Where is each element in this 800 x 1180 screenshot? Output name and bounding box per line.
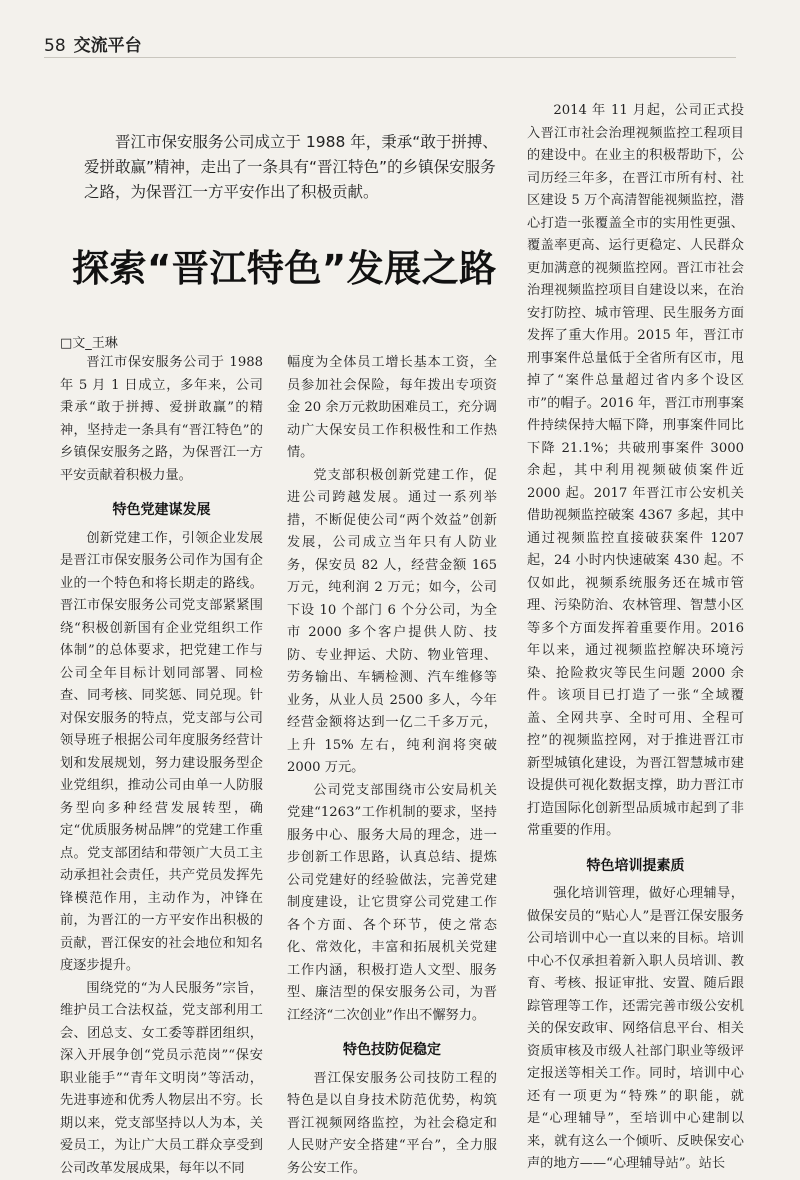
body-paragraph: 围绕党的“为人民服务”宗旨，维护员工合法权益，党支部利用工会、团总支、女工委等群团组织，深入开展争创“党员示范岗”“保安职业能手”“青年文明岗”等活动，先进事迹和优秀人物层出不穷。长期以来，党支部坚持以人为本，关爱员工，为让广大员工群众享受到公司改革发展成果，每年以不同 <box>60 978 263 1180</box>
header-divider <box>44 57 736 58</box>
text-column-3 <box>527 100 744 1176</box>
body-paragraph: 强化培训管理，做好心理辅导，做保安员的“贴心人”是晋江保安服务公司培训中心一直以来的目标。培训中心不仅承担着新入职人员培训、教育、考核、报证审批、安置、随后跟踪管理等工作，还需完善市级公安机关的保安政审、网络信息平台、相关资质审核及市级人社部门职业等级评定报送等相关工作。同时，培训中心还有一项更为“特殊”的职能，就是“心理辅导”，至培训中心建制以来，就有这么一个倾听、反映保安心声的地方——“心理辅导站”。站长 <box>527 883 744 1176</box>
byline: □文_王琳 <box>60 332 118 351</box>
section-heading: 特色培训提素质 <box>527 855 744 878</box>
page-header <box>44 30 142 56</box>
text-column-1 <box>60 352 263 1180</box>
body-paragraph: 党支部积极创新党建工作，促进公司跨越发展。通过一系列举措，不断促使公司“两个效益”创新发展，公司成立当年只有人防业务，保安员 82 人，经营金额 165 万元，纯利润 2 万元；如今，公司下设 10 个部门 6 个分公司，为全市 2000 多个客户提供人防、技防、专业押运、犬防、物业管理、劳务输出、车辆检测、汽车维修等业务，从业人员 2500 多人，今年经营金额将达到一亿二千多万元，上升 15% 左右，纯利润将突破 2000 万元。 <box>287 465 497 780</box>
section-name: 交流平台 <box>74 31 142 56</box>
section-heading: 特色党建谋发展 <box>60 499 263 522</box>
body-paragraph: 公司党支部围绕市公安局机关党建“1263”工作机制的要求，坚持服务中心、服务大局的理念，进一步创新工作思路，认真总结、提炼公司党建好的经验做法，完善党建制度建设，让它贯穿公司党建工作各个方面、各个环节，使之常态化、常效化，丰富和拓展机关党建工作内涵，积极打造人文型、服务型、廉洁型的保安服务公司，为晋江经济“二次创业”作出不懈努力。 <box>287 780 497 1028</box>
body-paragraph: 晋江市保安服务公司于 1988 年 5 月 1 日成立，多年来，公司秉承“敢于拼搏、爱拼敢赢”的精神，坚持走一条具有“晋江特色”的乡镇保安服务之路，为保晋江一方平安贡献着积极力量。 <box>60 352 263 487</box>
body-paragraph: 幅度为全体员工增长基本工资，全员参加社会保险，每年拨出专项资金 20 余万元救助困难员工，充分调动广大保安员工作积极性和工作热情。 <box>287 352 497 465</box>
body-paragraph: 晋江保安服务公司技防工程的特色是以自身技术防范优势，构筑晋江视频网络监控，为社会稳定和人民财产安全搭建“平台”，全力服务公安工作。 <box>287 1068 497 1180</box>
body-paragraph: 创新党建工作，引领企业发展是晋江市保安服务公司作为国有企业的一个特色和将长期走的路线。晋江市保安服务公司党支部紧紧围绕“积极创新国有企业党组织工作体制”的总体要求，把党建工作与公司全年目标计划同部署、同检查、同考核、同奖惩、同兑现。针对保安服务的特点，党支部与公司领导班子根据公司年度服务经营计划和发展规划，努力建设服务型企业党组织，推动公司由单一人防服务型向多种经营发展转型，确定“优质服务树品牌”的党建工作重点。党支部团结和带领广大员工主动承担社会责任，共产党员发挥先锋模范作用，主动作为，冲锋在前，为晋江的一方平安作出积极的贡献，晋江保安的社会地位和知名度逐步提升。 <box>60 528 263 978</box>
article-title: 探索“晋江特色”发展之路 <box>72 238 512 292</box>
body-paragraph: 2014 年 11 月起，公司正式投入晋江市社会治理视频监控工程项目的建设中。在业主的积极帮助下，公司历经三年多，在晋江市所有村、社区建设 5 万个高清智能视频监控，潜心打造一张覆盖全市的实用性更强、覆盖率更高、运行更稳定、人民群众更加满意的视频监控网。晋江市社会治理视频监控项目自建设以来，在治安打防控、城市管理、民生服务方面发挥了重大作用。2015 年，晋江市刑事案件总量低于全省所有区市，甩掉了“案件总量超过省内多个设区市”的帽子。2016 年，晋江市刑事案件持续保持大幅下降，刑事案件同比下降 21.1%；共破刑事案件 3000 余起，其中利用视频破侦案件近 2000 起。2017 年晋江市公安机关借助视频监控破案 4367 多起，其中通过视频监控直接破获案件 1207 起，24 小时内快速破案 430 起。不仅如此，视频系统服务还在城市管理、污染防治、农林管理、智慧小区等多个方面发挥着重要作用。2016 年以来，通过视频监控解决环境污染、抢险救灾等民生问题 2000 余件。该项目已打造了一张“全域覆盖、全网共享、全时可用、全程可控”的视频监控网，对于推进晋江市新型城镇化建设，为晋江智慧城市建设提供可视化数据支撑，助力晋江市打造国际化创新型品质城市起到了非常重要的作用。 <box>527 100 744 843</box>
page-number: 58 <box>44 36 66 56</box>
text-column-2 <box>287 352 497 1180</box>
section-heading: 特色技防促稳定 <box>287 1039 497 1062</box>
lead-paragraph: 晋江市保安服务公司成立于 1988 年，秉承“敢于拼搏、爱拼敢赢”精神，走出了一条具有“晋江特色”的乡镇保安服务之路，为保晋江一方平安作出了积极贡献。 <box>84 130 504 205</box>
